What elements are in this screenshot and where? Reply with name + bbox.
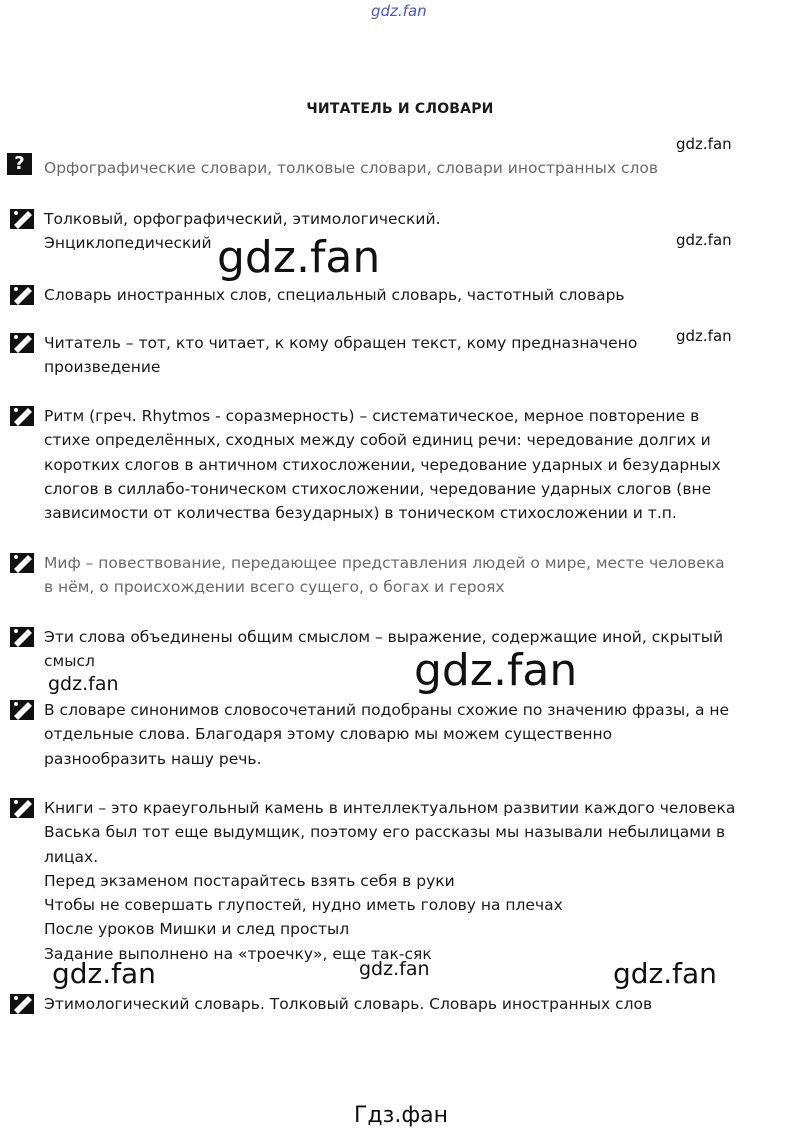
- watermark-big-right: gdz.fan: [414, 645, 578, 696]
- watermark-big-center: gdz.fan: [217, 232, 381, 283]
- watermark-left-mid: gdz.fan: [48, 673, 119, 695]
- page-title: ЧИТАТЕЛЬ И СЛОВАРИ: [306, 101, 494, 117]
- answer-line: Задание выполнено на «троечку», еще так-сяк: [44, 944, 432, 963]
- answer-entry: [10, 404, 770, 525]
- answer-line: Перед экзаменом постарайтесь взять себя в руки: [44, 871, 455, 890]
- watermark-bottom-center: gdz.fan: [359, 958, 430, 980]
- pen-icon: [10, 209, 34, 229]
- pen-icon: [10, 285, 34, 305]
- pen-icon: [10, 553, 34, 573]
- answer-entry: [10, 992, 770, 1016]
- answer-entry: [10, 327, 770, 380]
- answer-entry: [10, 153, 770, 180]
- watermark-top: gdz.fan: [371, 2, 427, 20]
- answer-line: Книги – это краеугольный камень в интеллектуальном развитии каждого человека: [44, 799, 736, 817]
- answer-line: Миф – повествование, передающее представления людей о мире, месте человека: [44, 554, 725, 572]
- answer-line: Этимологический словарь. Толковый словарь. Словарь иностранных слов: [44, 995, 653, 1013]
- watermark-right-1: gdz.fan: [676, 135, 732, 153]
- answer-line: Эти слова объединены общим смыслом – выражение, содержащие иной, скрытый: [44, 628, 724, 646]
- answer-line: разнообразить нашу речь.: [44, 749, 262, 768]
- answer-entry: [10, 698, 770, 771]
- answer-entry: [10, 283, 770, 307]
- answer-line: стихе определённых, сходных между собой единиц речи: чередование долгих и: [44, 431, 711, 450]
- answer-line: произведение: [44, 358, 161, 377]
- answer-line: Энциклопедический: [44, 234, 212, 253]
- pen-icon: [10, 994, 34, 1014]
- answer-line: отдельные слова. Благодаря этому словарю мы можем существенно: [44, 725, 613, 744]
- answer-line: коротких слогов в античном стихосложении, чередование ударных и безударных: [44, 455, 721, 474]
- answer-entry: [10, 625, 770, 674]
- answer-entry: [10, 796, 770, 966]
- answer-line: В словаре синонимов словосочетаний подобраны схожие по значению фразы, а не: [44, 701, 730, 719]
- answer-line: зависимости от количества безударных) в тоническом стихосложении и т.п.: [44, 504, 677, 523]
- answer-line: смысл: [44, 652, 95, 671]
- watermark-right-2: gdz.fan: [676, 231, 732, 249]
- pen-icon: [10, 406, 34, 426]
- answer-line: Словарь иностранных слов, специальный словарь, частотный словарь: [44, 286, 625, 304]
- answer-line: Ритм (греч. Rhytmos - соразмерность) – систематическое, мерное повторение в: [44, 407, 700, 425]
- pen-icon: [10, 700, 34, 720]
- answer-entry: [10, 207, 770, 256]
- answer-line: Толковый, орфографический, этимологический.: [44, 210, 441, 228]
- pen-icon: [10, 798, 34, 818]
- answer-line: После уроков Мишки и след простыл: [44, 920, 350, 939]
- answer-entry: [10, 551, 770, 600]
- pen-icon: [10, 333, 34, 353]
- answer-line: слогов в силлабо-тоническом стихосложении, чередование ударных слогов (вне: [44, 479, 712, 498]
- answer-line: Читатель – тот, кто читает, к кому обращен текст, кому предназначено: [44, 334, 638, 352]
- pen-icon: [10, 627, 34, 647]
- answer-line: Орфографические словари, толковые словари, словари иностранных слов: [44, 159, 659, 177]
- answer-line: в нём, о происхождении всего сущего, о богах и героях: [44, 578, 505, 597]
- watermark-bottom-left: gdz.fan: [52, 957, 156, 990]
- footer-watermark: Гдз.фан: [354, 1103, 448, 1128]
- answer-line: лицах.: [44, 847, 99, 866]
- answer-line: Васька был тот еще выдумщик, поэтому его рассказы мы называли небылицами в: [44, 823, 726, 842]
- question-icon: ?: [7, 153, 32, 175]
- watermark-right-3: gdz.fan: [676, 327, 732, 345]
- watermark-bottom-right: gdz.fan: [613, 957, 717, 990]
- answer-line: Чтобы не совершать глупостей, нудно иметь голову на плечах: [44, 896, 563, 915]
